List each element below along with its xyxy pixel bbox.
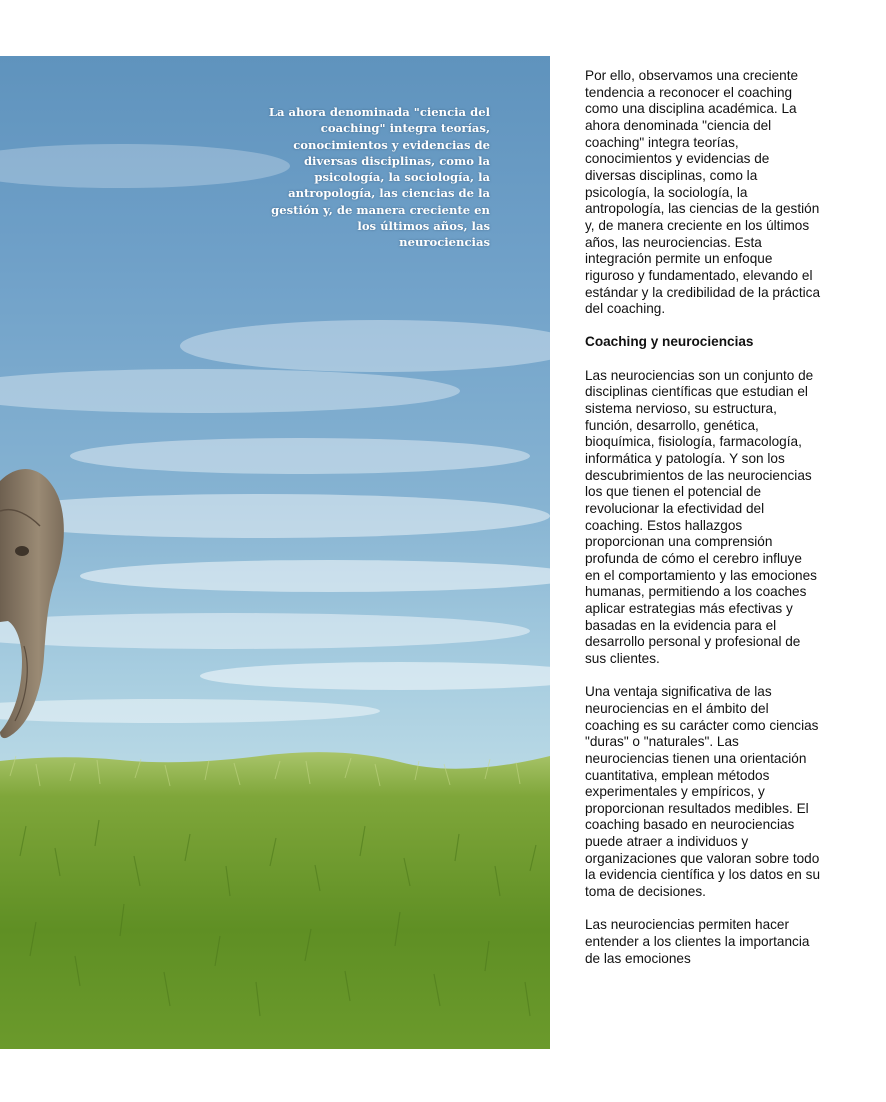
elephant (0, 469, 64, 738)
paragraph-2: Las neurociencias son un conjunto de disciplinas científicas que estudian el sistema nervioso, su estructura, función, desarrollo, genética, bioquímica, fisiología, farmacología, informática y patología. Y son los descubrimientos de las neurociencias los que tienen el potencial de revolucionar la efectividad del coaching. Estos hallazgos proporcionan una comprensión profunda de cómo el cerebro influye en el comportamiento y las emociones humanas, permitiendo a los coaches aplicar estrategias más efectivas y basadas en la evidencia para el desarrollo personal y profesional de sus clientes. (585, 367, 817, 666)
section-heading: Coaching y neurociencias (585, 334, 754, 350)
paragraph-3: Una ventaja significativa de las neurociencias en el ámbito del coaching es su carácter como ciencias "duras" o "naturales". Las neurociencias tienen una orientación cuantitativa, emplean métodos experimentales y empíricos, y proporcionan resultados medibles. El coaching basado en neurociencias puede atraer a individuos y organizaciones que valoran sobre todo la evidencia científica y los datos en su toma de decisiones. (585, 684, 821, 900)
article-column (585, 68, 820, 984)
paragraph-4: Las neurociencias permiten hacer entender a los clientes la importancia de las emociones (585, 917, 810, 966)
grass (0, 752, 550, 1049)
elephant-photo (0, 56, 550, 1049)
paragraph-1: Por ello, observamos una creciente tendencia a reconocer el coaching como una disciplina académica. La ahora denominada "ciencia del coaching" integra teorías, conocimientos y evidencias de diversas disciplinas, como la psicología, la sociología, la antropología, las ciencias de la gestión y, de manera creciente en los últimos años, las neurociencias. Esta integración permite un enfoque riguroso y fundamentado, elevando el estándar y la credibilidad de la práctica del coaching. (585, 68, 821, 317)
pull-quote: La ahora denominada "ciencia del coaching" integra teorías, conocimientos y evidencias de diversas disciplinas, como la psicología, la sociología, la antropología, las ciencias de la gestión y, de manera creciente en los últimos años, las neurociencias (268, 105, 490, 250)
